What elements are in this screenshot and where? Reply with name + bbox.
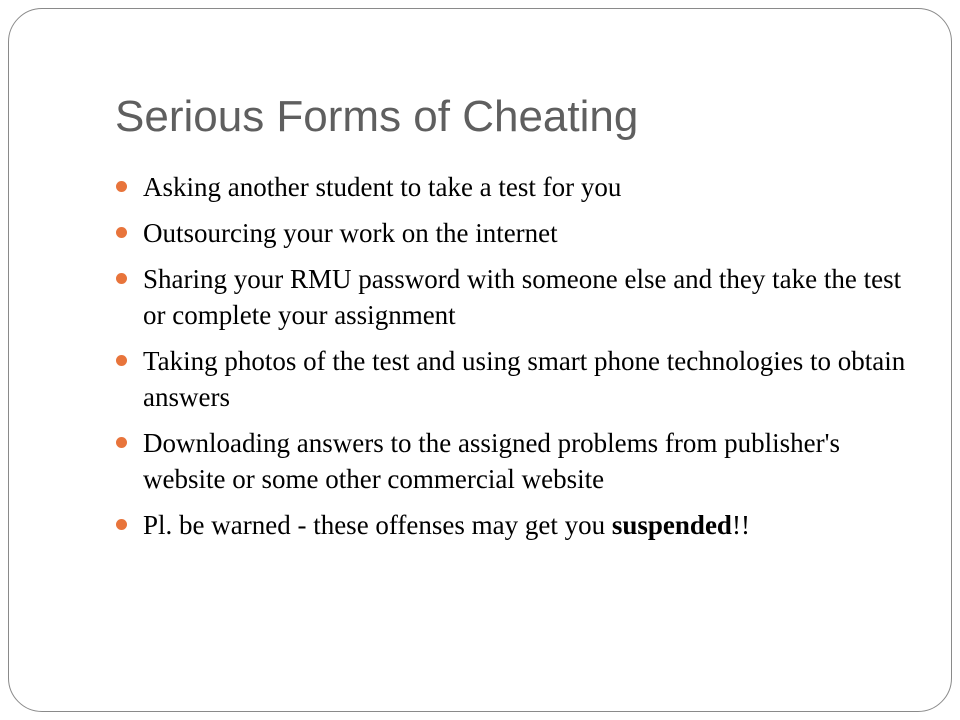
bullet-dot-icon (116, 437, 127, 448)
bullet-item (115, 261, 915, 333)
warning-prefix: Pl. be warned - these offenses may get you (143, 510, 612, 540)
bullet-text: Asking another student to take a test for you (143, 172, 622, 202)
bullet-dot-icon (116, 227, 127, 238)
bullet-item (115, 169, 915, 205)
bullet-item (115, 215, 915, 251)
bullet-dot-icon (116, 355, 127, 366)
bullet-text: Sharing your RMU password with someone else and they take the test or complete your assignment (143, 264, 902, 330)
warning-item (115, 507, 915, 543)
bullet-dot-icon (116, 519, 127, 530)
slide-title: Serious Forms of Cheating (115, 92, 639, 141)
bullet-text: Outsourcing your work on the internet (143, 218, 558, 248)
warning-text (143, 510, 750, 540)
bullet-text: Taking photos of the test and using smart phone technologies to obtain answers (143, 346, 906, 412)
bullet-dot-icon (116, 273, 127, 284)
warning-suffix: !! (731, 510, 750, 540)
bullet-item (115, 343, 915, 415)
warning-emphasis: suspended (611, 510, 732, 540)
bullet-text: Downloading answers to the assigned problems from publisher's website or some other commercial website (143, 428, 841, 494)
bullet-list (115, 169, 915, 553)
bullet-dot-icon (116, 181, 127, 192)
bullet-item (115, 425, 915, 497)
slide-frame (8, 8, 952, 712)
